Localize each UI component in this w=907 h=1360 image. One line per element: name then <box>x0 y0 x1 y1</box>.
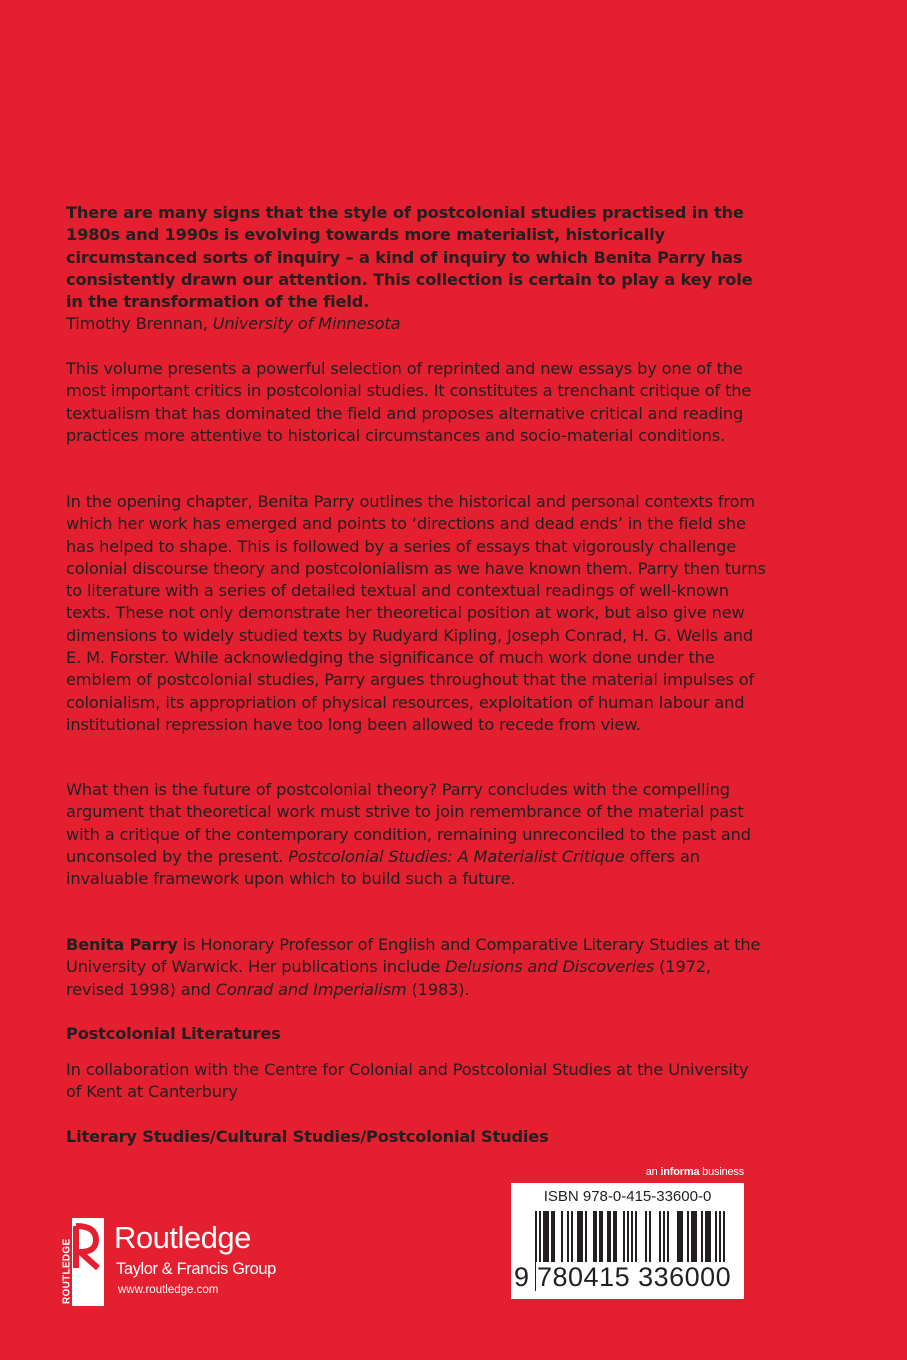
isbn-barcode <box>511 1183 744 1299</box>
description-text-2: In the opening chapter, Benita Parry outlines the historical and personal contexts from which her work has emerged and points to ‘directions and dead ends’ in the field she has helped to shape. This is followed by a series of essays that vigorously challenge colonial discourse theory and postcolonialism as we have known them. Parry then turns to literature with a series of detailed textual and contextual readings of well-known texts. These not only demonstrate her theoretical position at work, but also give new dimensions to widely studied texts by Rudyard Kipling, Joseph Conrad, H. G. Wells and E. M. Forster. While acknowledging the significance of much work done under the emblem of postcolonial studies, Parry argues throughout that the material impulses of colonialism, its appropriation of physical resources, exploitation of human labour and institutional repression have too long been allowed to recede from view. <box>66 492 766 734</box>
informa-tagline <box>614 1166 744 1178</box>
routledge-mark-icon <box>60 1218 104 1306</box>
description-text-1: This volume presents a powerful selection of reprinted and new essays by one of the most important critics in postcolonial studies. It constitutes a trenchant critique of the textualism that has dominated the field and proposes alternative critical and reading practices more attentive to historical circumstances and socio-material conditions. <box>66 359 752 445</box>
collaboration-note <box>66 1059 766 1104</box>
isbn-label: ISBN 978-0-415-33600-0 <box>543 1188 712 1205</box>
endorser-name: Timothy Brennan, <box>66 314 213 333</box>
bio-text-2: (1972, revised 1998) and <box>66 957 711 999</box>
author-bio <box>66 934 766 1001</box>
collaboration-text: In collaboration with the Centre for Colonial and Postcolonial Studies at the University of Kent at Canterbury <box>66 1060 749 1102</box>
description-paragraph-1 <box>66 358 766 447</box>
description-text-3-end: offers an invaluable framework upon which to build such a future. <box>66 846 700 889</box>
series-title-text: Postcolonial Literatures <box>66 1024 281 1043</box>
publisher-name: Routledge <box>114 1220 251 1255</box>
informa-prefix: an <box>645 1166 661 1178</box>
ean-first-digit: 9 <box>514 1262 530 1292</box>
publisher-url[interactable]: www.routledge.com <box>118 1284 219 1296</box>
subject-categories-text: Literary Studies/Cultural Studies/Postcolonial Studies <box>66 1127 549 1146</box>
description-paragraph-3 <box>66 779 766 890</box>
author-name: Benita Parry <box>66 935 178 954</box>
endorser-affiliation: University of Minnesota <box>212 314 401 333</box>
publisher-group: Taylor & Francis Group <box>116 1260 276 1278</box>
bio-text-3: (1983). <box>406 979 470 999</box>
endorsement-attribution <box>66 313 766 335</box>
description-paragraph-2 <box>66 491 766 736</box>
endorsement-quote <box>66 202 766 313</box>
ean-digits <box>511 1259 744 1293</box>
book-title: Postcolonial Studies: A Materialist Critique <box>288 846 625 866</box>
bio-text: is Honorary Professor of English and Comparative Literary Studies at the University of Warwick. Her publications include <box>66 935 761 977</box>
publication-1: Delusions and Discoveries <box>445 957 655 977</box>
endorsement-text: There are many signs that the style of postcolonial studies practised in the 1980s and 1990s is evolving towards more materialist, historically circumstanced sorts of inquiry – a kind of inquiry to which Benita Parry has consistently drawn our attention. This collection is certain to play a key role in the transformation of the field. <box>66 203 753 312</box>
informa-suffix: business <box>699 1166 744 1178</box>
description-text-3: What then is the future of postcolonial theory? Parry concludes with the compelling argument that theoretical work must strive to join remembrance of the material past with a critique of the contemporary condition, remaining unreconciled to the past and unconsoled by the present. <box>66 780 751 866</box>
informa-brand: informa <box>660 1166 700 1178</box>
series-title <box>66 1023 766 1045</box>
ean-remaining-digits: 780415 336000 <box>537 1262 732 1292</box>
subject-categories <box>66 1126 766 1148</box>
publication-2: Conrad and Imperialism <box>215 979 407 999</box>
routledge-spine-text: ROUTLEDGE <box>61 1238 73 1304</box>
routledge-logo <box>60 1218 300 1308</box>
